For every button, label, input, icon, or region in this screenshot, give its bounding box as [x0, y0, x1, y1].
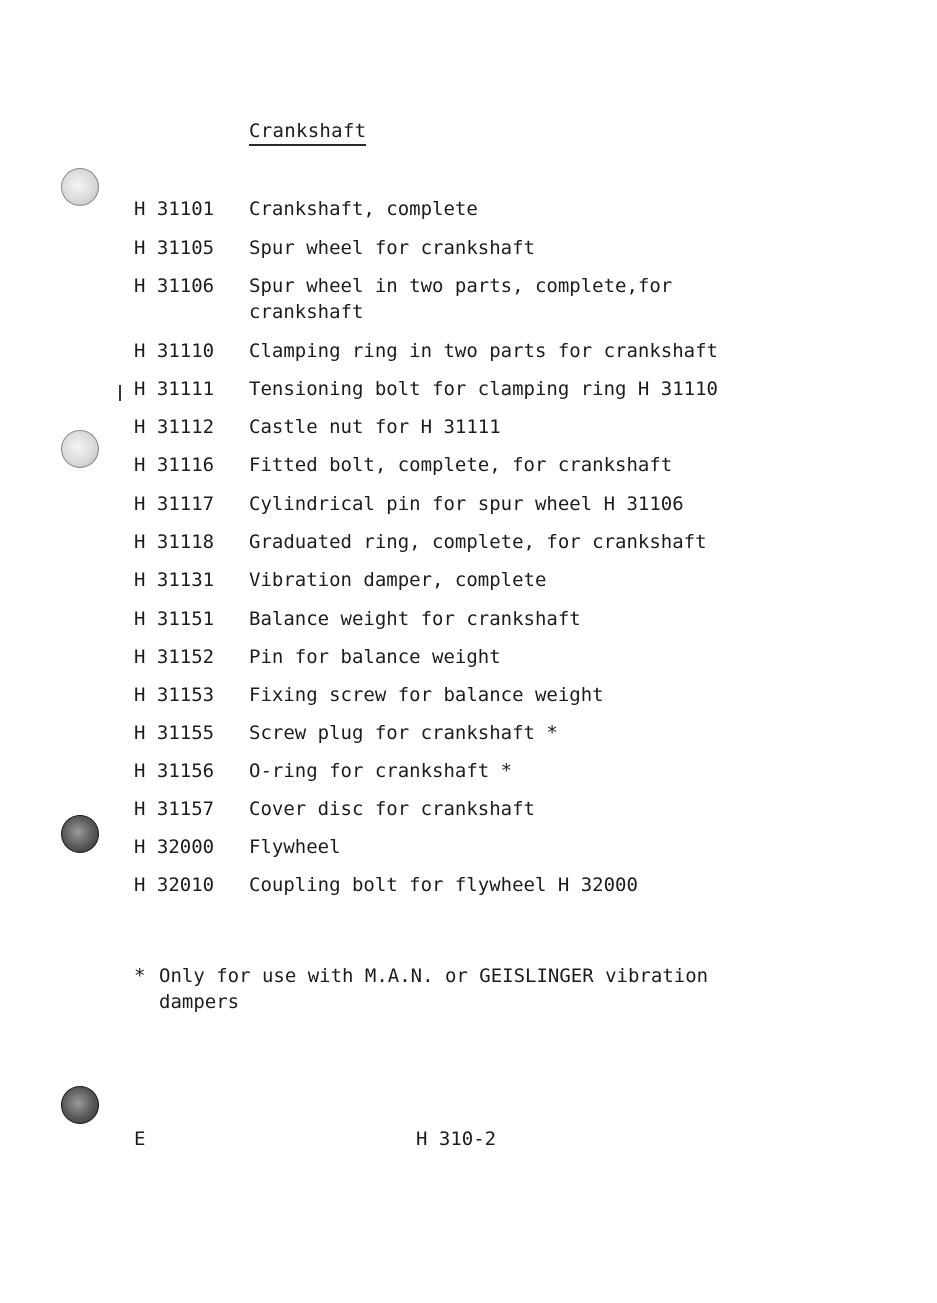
part-description: Vibration damper, complete [249, 569, 547, 591]
part-number: H 31117 [134, 493, 215, 515]
part-number: H 31131 [134, 569, 215, 591]
part-description: Tensioning bolt for clamping ring H 31110 [249, 378, 718, 400]
punch-hole [61, 1086, 99, 1124]
part-number: H 31156 [134, 760, 215, 782]
part-description: Fixing screw for balance weight [249, 684, 604, 706]
part-description: Screw plug for crankshaft * [249, 722, 558, 744]
part-description: Spur wheel for crankshaft [249, 237, 535, 259]
part-number: H 31155 [134, 722, 215, 744]
punch-hole [61, 815, 99, 853]
part-number: H 31101 [134, 198, 215, 220]
part-description: Crankshaft, complete [249, 198, 478, 220]
part-number: H 31157 [134, 798, 215, 820]
part-number: H 32010 [134, 874, 215, 896]
part-description: O-ring for crankshaft * [249, 760, 513, 782]
part-description: Balance weight for crankshaft [249, 608, 581, 630]
part-number: H 31152 [134, 646, 215, 668]
part-number: H 31151 [134, 608, 215, 630]
page-code: H 310-2 [416, 1128, 497, 1150]
part-description: Graduated ring, complete, for crankshaft [249, 531, 707, 553]
part-description: Fitted bolt, complete, for crankshaft [249, 454, 673, 476]
part-number: H 31153 [134, 684, 215, 706]
part-description: Coupling bolt for flywheel H 32000 [249, 874, 638, 896]
section-title: Crankshaft [249, 120, 366, 146]
part-description: Spur wheel in two parts, complete,for crankshaft [249, 275, 673, 323]
punch-hole [61, 430, 99, 468]
margin-mark [119, 385, 121, 401]
footer-language: E [134, 1128, 146, 1150]
punch-hole [61, 168, 99, 206]
part-description: Cylindrical pin for spur wheel H 31106 [249, 493, 684, 515]
part-number: H 31106 [134, 275, 215, 297]
part-number: H 31105 [134, 237, 215, 259]
part-description: Cover disc for crankshaft [249, 798, 535, 820]
part-number: H 31110 [134, 340, 215, 362]
part-number: H 31111 [134, 378, 215, 400]
footnote-marker: * [134, 965, 146, 987]
part-number: H 32000 [134, 836, 215, 858]
part-description: Clamping ring in two parts for crankshaft [249, 340, 718, 362]
part-description: Pin for balance weight [249, 646, 501, 668]
part-description: Flywheel [249, 836, 341, 858]
part-description: Castle nut for H 31111 [249, 416, 501, 438]
part-number: H 31118 [134, 531, 215, 553]
part-number: H 31112 [134, 416, 215, 438]
footnote-text: Only for use with M.A.N. or GEISLINGER vibration dampers [159, 965, 709, 1013]
part-number: H 31116 [134, 454, 215, 476]
